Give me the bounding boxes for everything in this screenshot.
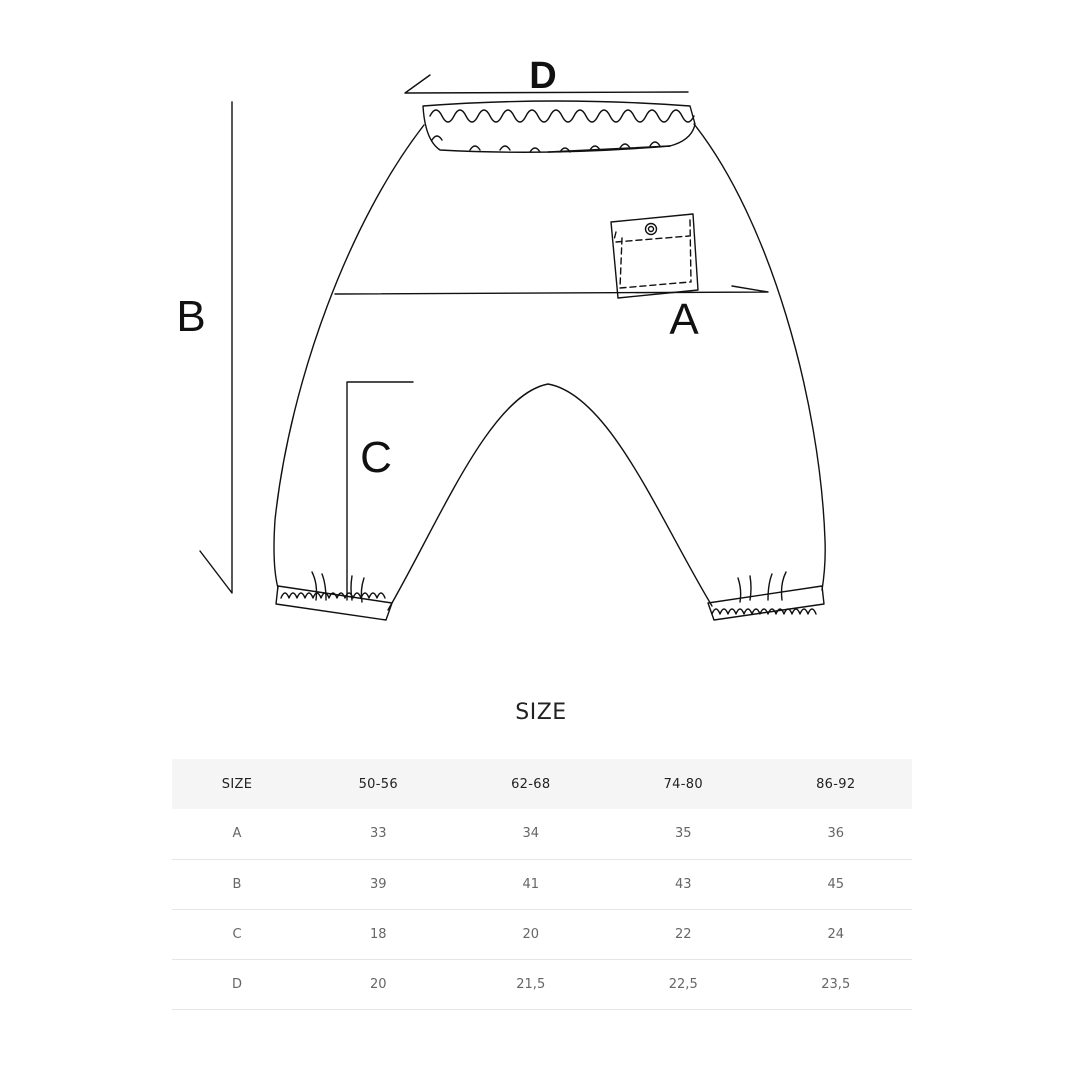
table-cell: 23,5: [821, 976, 851, 992]
table-cell: 45: [827, 876, 845, 892]
row-label: B: [232, 876, 242, 892]
row-label: A: [232, 826, 242, 842]
row-label: D: [231, 976, 242, 992]
table-cell: 20: [522, 926, 540, 942]
table-cell: 18: [369, 926, 387, 942]
table-cell: 43: [674, 876, 692, 892]
right-cuff: [708, 572, 824, 620]
size-table-header: [172, 759, 912, 809]
table-cell: 22: [674, 926, 692, 942]
size-table: [172, 759, 912, 1010]
table-row: [172, 809, 912, 859]
table-row: [172, 909, 912, 959]
table-cell: 36: [827, 826, 845, 842]
table-cell: 24: [827, 926, 845, 942]
header-50-56: 50-56: [358, 776, 398, 792]
label-a: A: [669, 295, 699, 344]
pocket: [611, 214, 698, 298]
table-cell: 21,5: [516, 976, 546, 992]
table-cell: 35: [674, 826, 692, 842]
header-86-92: 86-92: [816, 776, 856, 792]
left-cuff: [276, 572, 392, 620]
table-cell: 22,5: [668, 976, 698, 992]
label-d: D: [529, 55, 557, 97]
row-label: C: [232, 926, 242, 942]
header-74-80: 74-80: [663, 776, 703, 792]
label-b: B: [176, 292, 206, 341]
table-row: [172, 859, 912, 909]
table-cell: 20: [369, 976, 387, 992]
table-cell: 41: [522, 876, 540, 892]
table-row: [172, 959, 912, 1009]
header-size: SIZE: [221, 776, 253, 792]
pants-outline: [274, 124, 825, 610]
table-cell: 33: [369, 826, 387, 842]
header-62-68: 62-68: [511, 776, 551, 792]
label-c: C: [360, 433, 392, 482]
table-cell: 39: [369, 876, 387, 892]
size-chart-title: SIZE: [515, 700, 567, 725]
table-cell: 34: [522, 826, 540, 842]
waistband: [423, 101, 695, 152]
